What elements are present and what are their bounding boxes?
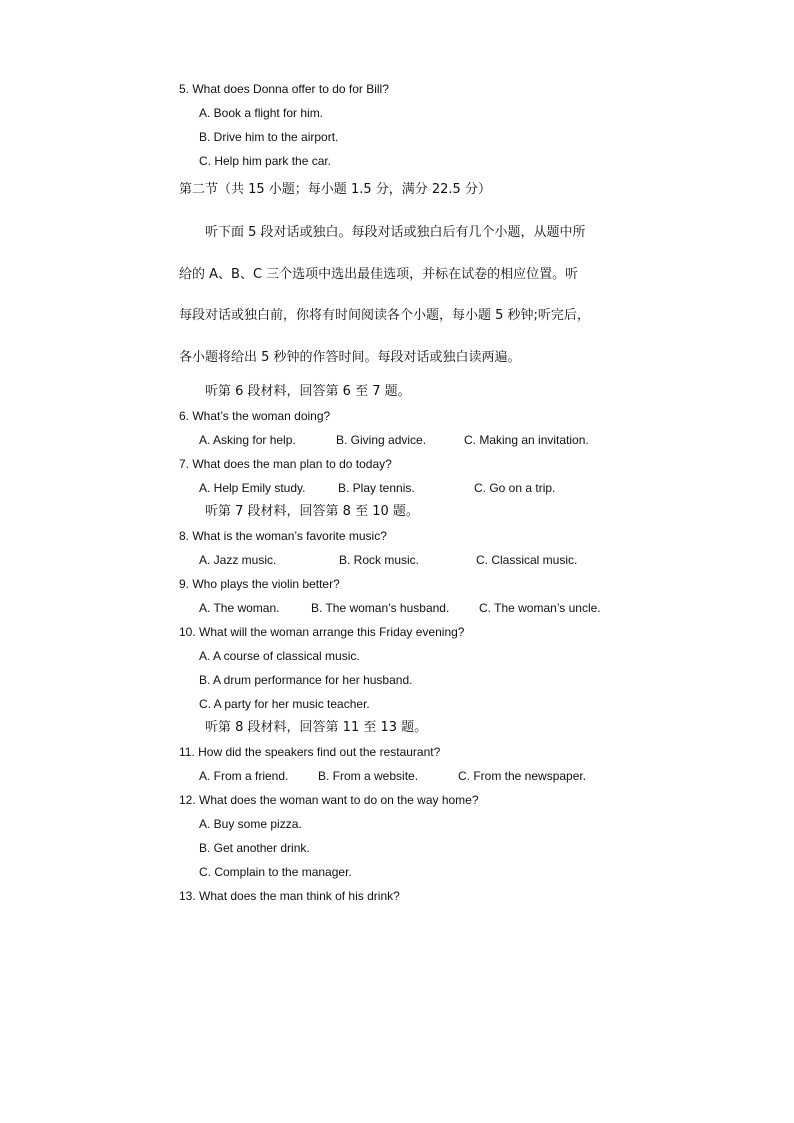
instructions-line-1: 听下面 5 段对话或独白。每段对话或独白后有几个小题，从题中所 [205,225,586,240]
q8-option-a: A. Jazz music. [199,553,277,567]
q11-option-a: A. From a friend. [199,769,289,783]
passage-6-heading: 听第 6 段材料，回答第 6 至 7 题。 [205,384,411,399]
q12-option-c: C. Complain to the manager. [199,865,352,879]
question-11: 11. How did the speakers find out the restaurant? [179,745,441,759]
instructions-line-2: 给的 A、B、C 三个选项中选出最佳选项，并标在试卷的相应位置。听 [179,267,579,282]
q7-option-b: B. Play tennis. [338,481,415,495]
q6-option-b: B. Giving advice. [336,433,427,447]
q12-option-a: A. Buy some pizza. [199,817,302,831]
q9-option-c: C. The woman’s uncle. [479,601,601,615]
question-5: 5. What does Donna offer to do for Bill? [179,82,389,96]
q10-option-b: B. A drum performance for her husband. [199,673,413,687]
question-10: 10. What will the woman arrange this Friday evening? [179,625,465,639]
q9-option-a: A. The woman. [199,601,280,615]
passage-7-heading: 听第 7 段材料，回答第 8 至 10 题。 [205,504,419,519]
q8-option-b: B. Rock music. [339,553,420,567]
q5-option-c: C. Help him park the car. [199,154,332,168]
q10-option-a: A. A course of classical music. [199,649,360,663]
q6-option-a: A. Asking for help. [199,433,296,447]
question-13: 13. What does the man think of his drink? [179,889,400,903]
q8-option-c: C. Classical music. [476,553,578,567]
instructions-line-4: 各小题将给出 5 秒钟的作答时间。每段对话或独白读两遍。 [179,350,521,365]
q11-option-b: B. From a website. [318,769,419,783]
q7-option-a: A. Help Emily study. [199,481,306,495]
q6-option-c: C. Making an invitation. [464,433,589,447]
q10-option-c: C. A party for her music teacher. [199,697,370,711]
q9-option-b: B. The woman’s husband. [311,601,450,615]
question-6: 6. What’s the woman doing? [179,409,331,423]
instructions-line-3: 每段对话或独白前，你将有时间阅读各个小题，每小题 5 秒钟;听完后， [179,308,590,323]
question-8: 8. What is the woman’s favorite music? [179,529,387,543]
q7-option-c: C. Go on a trip. [474,481,556,495]
q5-option-a: A. Book a flight for him. [199,106,324,120]
question-9: 9. Who plays the violin better? [179,577,340,591]
q12-option-b: B. Get another drink. [199,841,310,855]
section-2-title: 第二节（共 15 小题；每小题 1.5 分，满分 22.5 分） [179,182,491,197]
question-7: 7. What does the man plan to do today? [179,457,392,471]
q11-option-c: C. From the newspaper. [458,769,587,783]
q5-option-b: B. Drive him to the airport. [199,130,339,144]
passage-8-heading: 听第 8 段材料，回答第 11 至 13 题。 [205,720,428,735]
question-12: 12. What does the woman want to do on the way home? [179,793,479,807]
